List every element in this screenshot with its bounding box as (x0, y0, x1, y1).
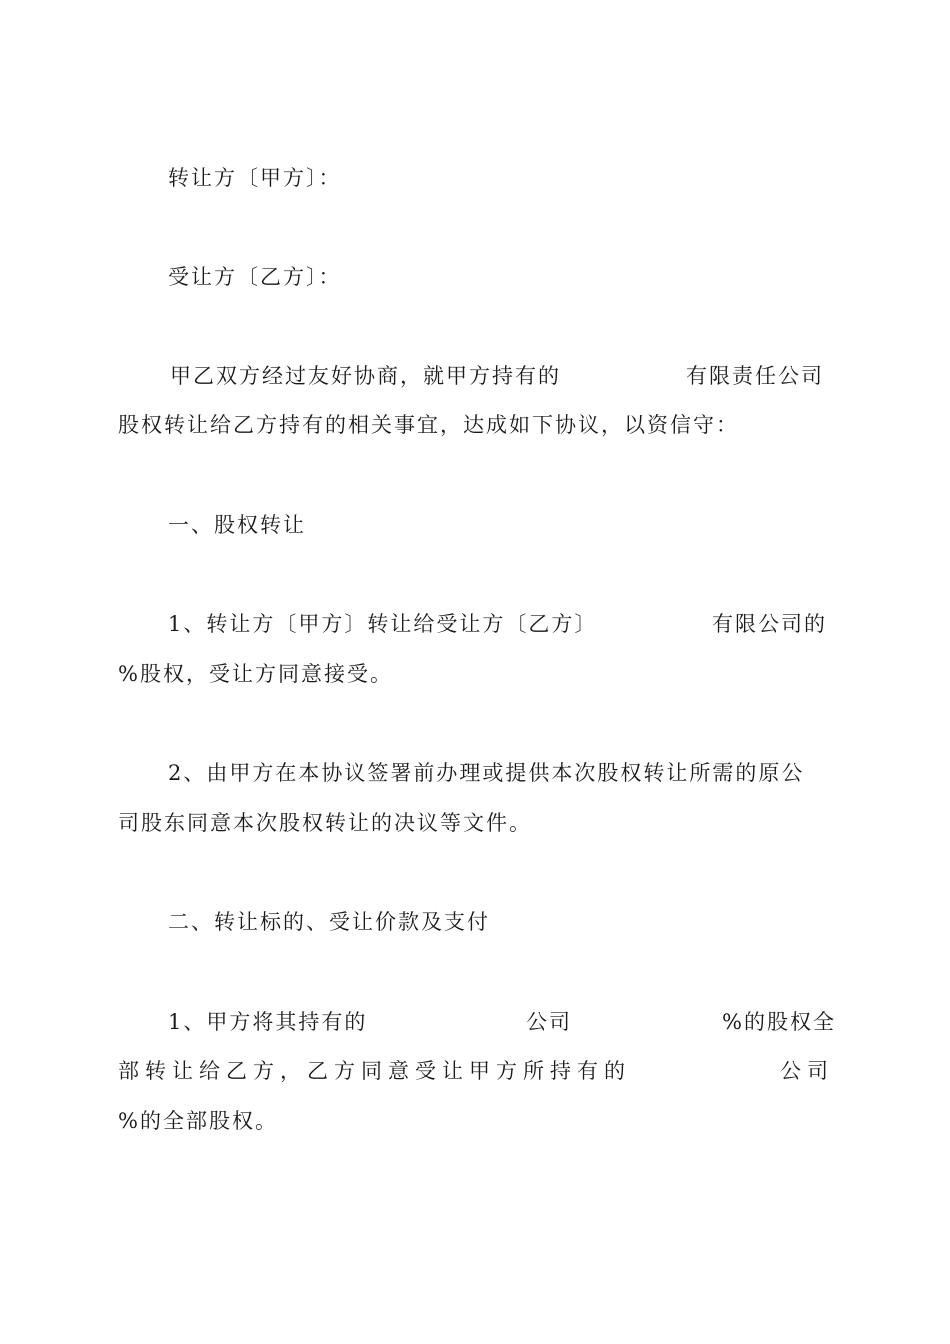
section-1-heading: 一、股权转让 (168, 513, 306, 537)
transferee-label: 受让方〔乙方〕： (168, 265, 342, 289)
clause-1-1-line-1a: 1、转让方〔甲方〕转让给受让方〔乙方〕 (168, 612, 598, 636)
clause-1-1-line-2: %股权，受让方同意接受。 (118, 662, 393, 686)
intro-line-1b: 有限责任公司 (686, 364, 824, 388)
clause-2-1-line-3: %的全部股权。 (118, 1109, 278, 1133)
clause-2-1-line-2a: 部转让给乙方，乙方同意受让甲方所持有的 (118, 1059, 631, 1083)
section-2-heading: 二、转让标的、受让价款及支付 (168, 910, 490, 934)
clause-2-1-line-1b: 公司 (526, 1010, 572, 1034)
clause-1-2-line-1: 2、由甲方在本协议签署前办理或提供本次股权转让所需的原公 (168, 761, 805, 785)
clause-2-1-line-1c: %的股权全 (722, 1010, 836, 1034)
clause-2-1-line-1a: 1、甲方将其持有的 (168, 1010, 368, 1034)
clause-1-2-line-2: 司股东同意本次股权转让的决议等文件。 (118, 811, 532, 835)
intro-line-2: 股权转让给乙方持有的相关事宜，达成如下协议，以资信守： (118, 413, 739, 437)
intro-line-1a: 甲乙双方经过友好协商，就甲方持有的 (170, 364, 561, 388)
clause-1-1-line-1b: 有限公司的 (712, 612, 827, 636)
transferor-label: 转让方〔甲方〕： (168, 166, 342, 190)
clause-2-1-line-2b: 公司 (780, 1059, 834, 1083)
